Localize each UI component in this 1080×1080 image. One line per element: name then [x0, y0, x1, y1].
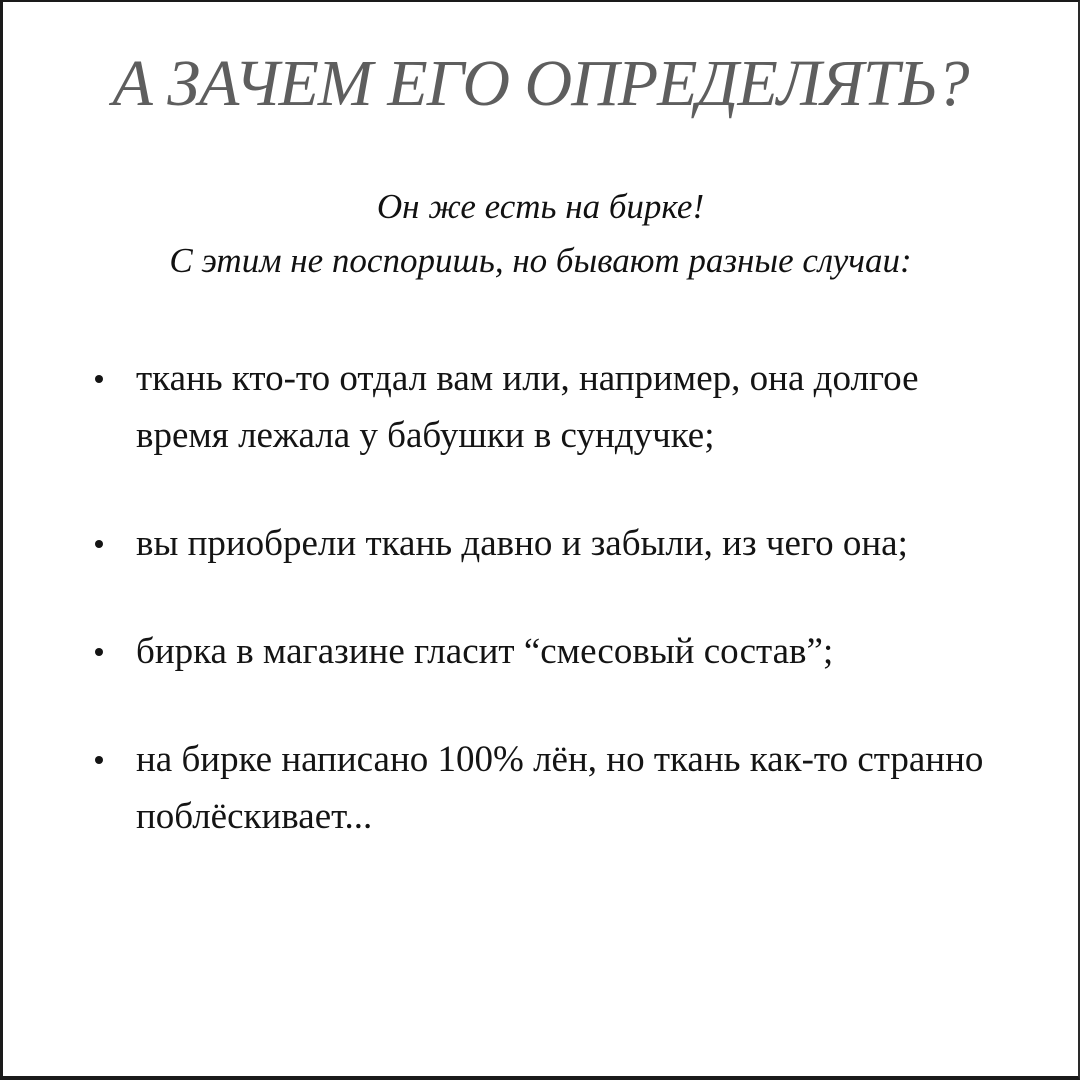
list-item: [91, 731, 1018, 845]
subtitle-line-2: С этим не поспоришь, но бывают разные случаи:: [169, 241, 912, 280]
list-item: [91, 350, 1018, 464]
list-item-text: бирка в магазине гласит “смесовый состав”;: [136, 631, 834, 672]
cases-list: [91, 350, 1018, 896]
slide-title: А ЗАЧЕМ ЕГО ОПРЕДЕЛЯТЬ?: [112, 47, 969, 120]
list-item: [91, 623, 1018, 680]
list-item-text: на бирке написано 100% лён, но ткань как-то странно поблёскивает...: [136, 739, 984, 837]
list-item: [91, 515, 1018, 572]
subtitle: [3, 180, 1078, 288]
bullet-icon: [95, 540, 103, 548]
list-item-text: вы приобрели ткань давно и забыли, из чего она;: [136, 523, 908, 564]
bullet-icon: [95, 375, 103, 383]
bullet-icon: [95, 756, 103, 764]
bullet-icon: [95, 648, 103, 656]
list-item-text: ткань кто-то отдал вам или, например, она долгое время лежала у бабушки в сундучке;: [136, 358, 919, 456]
subtitle-line-1: Он же есть на бирке!: [376, 187, 705, 226]
